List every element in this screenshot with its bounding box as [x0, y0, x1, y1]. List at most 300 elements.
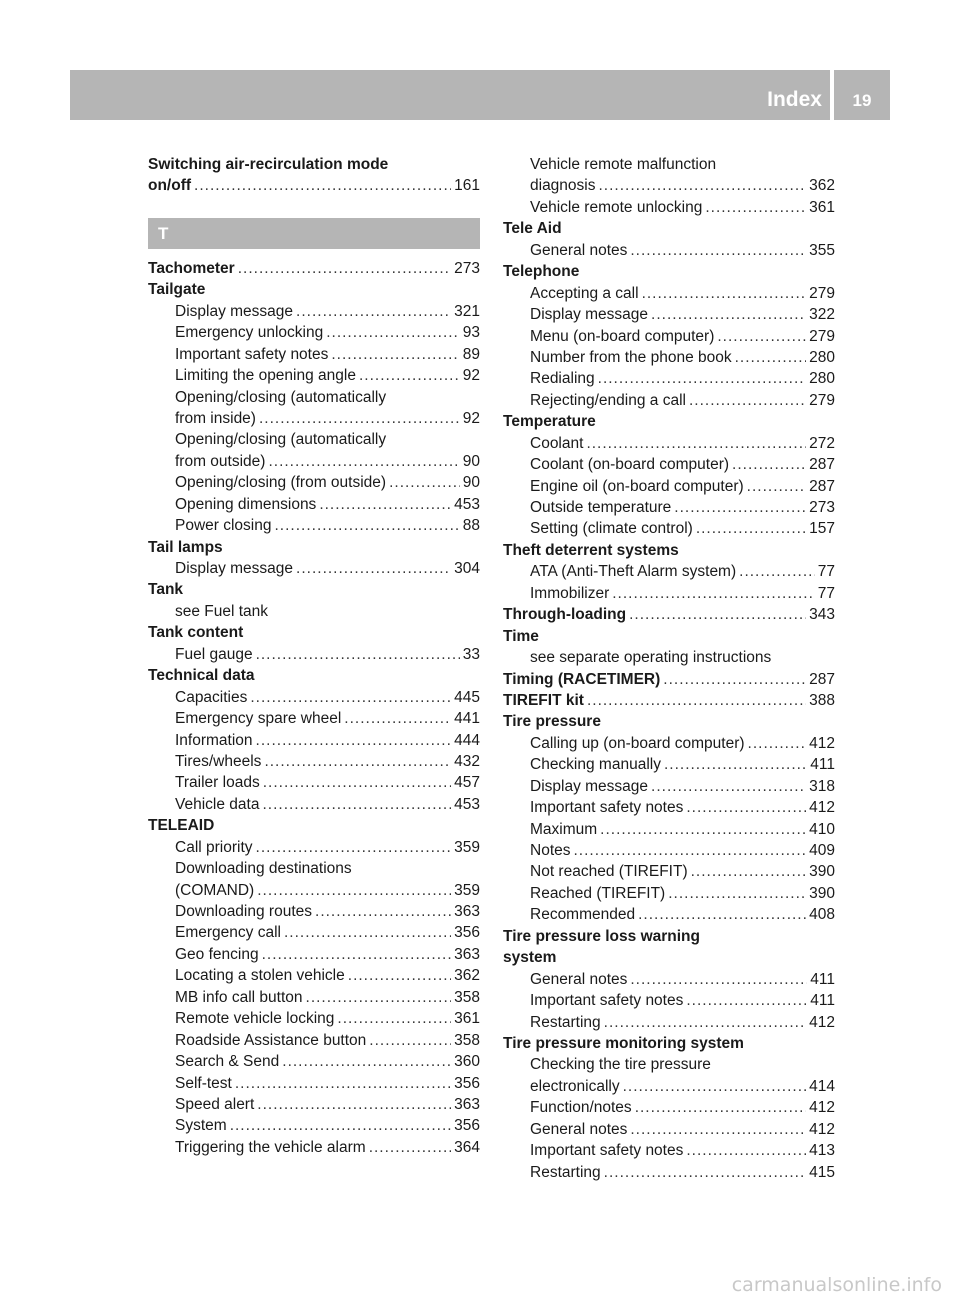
leader-dots	[651, 304, 806, 325]
entry-label: Notes	[530, 842, 571, 859]
index-heading	[503, 947, 835, 968]
index-entry[interactable]	[148, 708, 480, 729]
leader-dots	[348, 965, 451, 986]
entry-label: on/off	[148, 177, 192, 195]
entry-page-number: 363	[454, 1095, 480, 1113]
section-letter-header: T	[148, 218, 480, 249]
entry-page-number: 359	[454, 881, 480, 899]
index-entry[interactable]	[503, 240, 835, 261]
entry-page-number: 90	[462, 452, 480, 470]
index-entry[interactable]	[148, 687, 480, 708]
entry-label: (COMAND)	[175, 881, 255, 899]
leader-dots	[664, 754, 807, 775]
entry-label: Technical data	[148, 667, 255, 685]
index-heading	[148, 154, 480, 175]
entry-page-number: 280	[809, 370, 835, 388]
index-entry[interactable]	[503, 883, 835, 904]
leader-dots	[194, 175, 451, 196]
entry-label: Function/notes	[530, 1099, 632, 1117]
entry-page-number: 318	[809, 777, 835, 795]
entry-page-number: 413	[809, 1142, 835, 1160]
index-heading	[148, 601, 480, 622]
index-heading	[503, 926, 835, 947]
entry-page-number: 411	[810, 992, 835, 1010]
entry-page-number: 356	[454, 924, 480, 942]
index-entry[interactable]	[503, 969, 835, 990]
leader-dots	[747, 476, 806, 497]
leader-dots	[306, 987, 452, 1008]
index-entry[interactable]	[148, 451, 480, 472]
entry-page-number: 412	[809, 1120, 835, 1138]
index-entry[interactable]	[148, 730, 480, 751]
entry-label: General notes	[530, 241, 628, 259]
index-entry[interactable]	[503, 819, 835, 840]
entry-page-number: 280	[809, 348, 835, 366]
entry-label: see Fuel tank	[175, 602, 269, 620]
entry-label: TIREFIT kit	[503, 691, 584, 709]
index-entry[interactable]	[148, 494, 480, 515]
entry-page-number: 361	[454, 1010, 480, 1028]
leader-dots	[739, 561, 815, 582]
entry-label: Fuel gauge	[175, 645, 253, 663]
index-entry[interactable]	[503, 347, 835, 368]
entry-label: Accepting a call	[530, 284, 639, 302]
entry-page-number: 273	[454, 259, 480, 277]
leader-dots	[369, 1137, 451, 1158]
leader-dots	[238, 258, 451, 279]
index-entry[interactable]	[503, 604, 835, 625]
entry-label: Number from the phone book	[530, 348, 732, 366]
index-entry[interactable]	[148, 901, 480, 922]
leader-dots	[717, 326, 806, 347]
entry-label: Downloading destinations	[175, 860, 352, 878]
index-heading	[148, 429, 480, 450]
index-heading	[148, 665, 480, 686]
leader-dots	[256, 644, 460, 665]
entry-label: Remote vehicle locking	[175, 1010, 335, 1028]
leader-dots	[674, 497, 806, 518]
watermark: carmanualsonline.info	[731, 1274, 942, 1296]
entry-page-number: 411	[810, 756, 835, 774]
index-entry[interactable]	[148, 987, 480, 1008]
leader-dots	[604, 1162, 806, 1183]
entry-page-number: 321	[454, 302, 480, 320]
entry-label: diagnosis	[530, 177, 596, 195]
entry-label: Display message	[175, 560, 294, 577]
index-entry[interactable]	[148, 1051, 480, 1072]
index-entry[interactable]	[503, 1162, 835, 1183]
entry-label: Engine oil (on-board computer)	[530, 477, 744, 495]
entry-page-number: 410	[809, 820, 835, 838]
entry-label: Restarting	[530, 1013, 601, 1031]
leader-dots	[600, 819, 806, 840]
index-entry[interactable]	[503, 669, 835, 690]
leader-dots	[315, 901, 451, 922]
entry-page-number: 157	[809, 520, 835, 538]
entry-page-number: 441	[454, 710, 480, 728]
page-number: 19	[852, 91, 872, 110]
index-entry[interactable]	[503, 454, 835, 475]
index-entry[interactable]	[503, 904, 835, 925]
index-entry[interactable]	[148, 965, 480, 986]
entry-page-number: 161	[454, 177, 480, 195]
index-entry[interactable]	[148, 515, 480, 536]
index-entry[interactable]	[148, 1030, 480, 1051]
entry-label: Tank	[148, 581, 184, 599]
leader-dots	[268, 451, 459, 472]
entry-label: Display message	[175, 302, 294, 320]
entry-label: Tire pressure monitoring system	[503, 1034, 744, 1052]
entry-page-number: 356	[454, 1117, 480, 1135]
index-entry[interactable]	[503, 840, 835, 861]
index-entry[interactable]	[503, 1119, 835, 1140]
entry-page-number: 77	[817, 563, 835, 581]
index-entry[interactable]	[503, 1140, 835, 1161]
index-entry[interactable]	[503, 476, 835, 497]
entry-page-number: 287	[809, 670, 835, 688]
leader-dots	[630, 240, 806, 261]
leader-dots	[235, 1073, 451, 1094]
entry-label: Power closing	[175, 517, 272, 535]
index-entry[interactable]	[503, 733, 835, 754]
entry-page-number: 355	[809, 241, 835, 259]
leader-dots	[686, 797, 806, 818]
entry-label: Telephone	[503, 263, 580, 281]
index-entry[interactable]	[503, 776, 835, 797]
entry-label: Emergency call	[175, 924, 281, 942]
index-entry[interactable]	[503, 990, 835, 1011]
index-entry[interactable]	[148, 301, 480, 322]
entry-label: Not reached (TIREFIT)	[530, 863, 688, 881]
index-entry[interactable]	[503, 433, 835, 454]
entry-page-number: 33	[462, 645, 480, 663]
entry-label: Tailgate	[148, 281, 206, 299]
entry-label: Tire pressure	[503, 713, 601, 731]
leader-dots	[230, 1115, 451, 1136]
entry-page-number: 363	[454, 903, 480, 920]
entry-label: system	[503, 949, 557, 967]
leader-dots	[705, 197, 806, 218]
entry-label: Restarting	[530, 1163, 601, 1181]
entry-label: ATA (Anti-Theft Alarm system)	[530, 563, 737, 581]
index-entry[interactable]	[503, 390, 835, 411]
index-heading	[503, 647, 835, 668]
leader-dots	[574, 840, 807, 861]
entry-label: Self-test	[175, 1074, 232, 1092]
index-entry[interactable]	[503, 1076, 835, 1097]
entry-page-number: 388	[809, 691, 835, 709]
entry-label: Tele Aid	[503, 220, 562, 238]
index-entry[interactable]	[148, 1073, 480, 1094]
index-entry[interactable]	[148, 1094, 480, 1115]
index-heading	[503, 1033, 835, 1054]
index-entry[interactable]	[503, 583, 835, 604]
leader-dots	[651, 776, 806, 797]
entry-label: Capacities	[175, 688, 248, 706]
leader-dots	[629, 604, 806, 625]
index-heading	[148, 387, 480, 408]
entry-page-number: 412	[809, 1099, 835, 1117]
index-column-right	[503, 154, 835, 1183]
leader-dots	[257, 1094, 451, 1115]
leader-dots	[275, 515, 460, 536]
index-entry[interactable]	[148, 1137, 480, 1158]
leader-dots	[369, 1030, 451, 1051]
entry-label: Geo fencing	[175, 945, 259, 963]
index-column-left	[148, 154, 480, 1158]
index-entry[interactable]	[503, 561, 835, 582]
index-entry[interactable]	[148, 1115, 480, 1136]
index-entry[interactable]	[148, 837, 480, 858]
entry-label: Immobilizer	[530, 584, 610, 602]
entry-label: Recommended	[530, 906, 636, 924]
entry-page-number: 358	[454, 1031, 480, 1049]
index-entry[interactable]	[503, 304, 835, 325]
entry-label: Downloading routes	[175, 903, 313, 920]
entry-page-number: 364	[454, 1138, 480, 1156]
leader-dots	[630, 1119, 806, 1140]
entry-label: Limiting the opening angle	[175, 367, 356, 385]
entry-label: Display message	[530, 777, 649, 795]
entry-label: Search & Send	[175, 1053, 280, 1071]
entry-page-number: 453	[454, 795, 480, 813]
entry-page-number: 362	[454, 967, 480, 985]
leader-dots	[257, 880, 451, 901]
index-entry[interactable]	[148, 772, 480, 793]
entry-label: Tachometer	[148, 259, 235, 277]
index-entry[interactable]	[503, 283, 835, 304]
index-heading	[503, 711, 835, 732]
entry-page-number: 287	[809, 456, 835, 474]
leader-dots	[630, 969, 807, 990]
index-entry[interactable]	[503, 197, 835, 218]
entry-label: Important safety notes	[530, 799, 684, 817]
entry-label: Display message	[530, 306, 649, 324]
entry-label: Trailer loads	[175, 774, 260, 792]
entry-label: Opening dimensions	[175, 495, 317, 513]
entry-label: Vehicle data	[175, 795, 260, 813]
index-entry[interactable]	[148, 794, 480, 815]
index-entry[interactable]	[503, 1012, 835, 1033]
entry-label: Tires/wheels	[175, 752, 262, 770]
entry-page-number: 412	[809, 734, 835, 752]
leader-dots	[735, 347, 807, 368]
entry-page-number: 273	[809, 499, 835, 516]
leader-dots	[732, 454, 806, 475]
leader-dots	[259, 408, 460, 429]
index-heading	[148, 537, 480, 558]
entry-label: Tire pressure loss warning	[503, 927, 700, 945]
leader-dots	[262, 944, 452, 965]
entry-label: General notes	[530, 970, 628, 988]
entry-page-number: 272	[809, 434, 835, 452]
entry-page-number: 390	[809, 884, 835, 902]
index-entry[interactable]	[148, 408, 480, 429]
entry-label: Coolant	[530, 434, 584, 452]
entry-page-number: 92	[462, 367, 480, 385]
index-entry[interactable]	[148, 880, 480, 901]
entry-label: from inside)	[175, 409, 256, 427]
index-entry[interactable]	[148, 175, 480, 196]
entry-page-number: 88	[462, 517, 480, 535]
leader-dots	[638, 904, 806, 925]
index-list-left	[148, 258, 480, 1158]
index-list-right	[503, 154, 835, 1183]
entry-label: Vehicle remote malfunction	[530, 156, 717, 173]
leader-dots	[642, 283, 807, 304]
entry-label: Tank content	[148, 624, 244, 642]
entry-page-number: 360	[454, 1053, 480, 1071]
index-entry[interactable]	[503, 326, 835, 347]
index-entry[interactable]	[148, 558, 480, 579]
index-entry[interactable]	[503, 1097, 835, 1118]
index-entry[interactable]	[148, 365, 480, 386]
entry-label: MB info call button	[175, 988, 303, 1006]
index-heading	[148, 622, 480, 643]
index-entry[interactable]	[503, 690, 835, 711]
index-entry[interactable]	[503, 518, 835, 539]
entry-label: Coolant (on-board computer)	[530, 456, 730, 474]
entry-label: Maximum	[530, 820, 598, 838]
index-entry[interactable]	[503, 175, 835, 196]
index-heading	[148, 858, 480, 879]
entry-label: General notes	[530, 1120, 628, 1138]
leader-dots	[691, 861, 807, 882]
entry-label: Reached (TIREFIT)	[530, 884, 666, 902]
entry-page-number: 362	[809, 177, 835, 195]
entry-page-number: 414	[809, 1077, 835, 1095]
leader-dots	[604, 1012, 806, 1033]
index-entry[interactable]	[503, 368, 835, 389]
leader-dots	[344, 708, 451, 729]
leader-dots	[748, 733, 807, 754]
entry-page-number: 93	[462, 324, 480, 342]
leader-dots	[623, 1076, 807, 1097]
entry-label: Theft deterrent systems	[503, 541, 679, 559]
index-entry[interactable]	[148, 922, 480, 943]
entry-label: Speed alert	[175, 1095, 255, 1113]
entry-label: Timing (RACETIMER)	[503, 670, 661, 688]
entry-label: Roadside Assistance button	[175, 1031, 367, 1049]
index-entry[interactable]	[148, 322, 480, 343]
entry-page-number: 279	[809, 284, 835, 302]
entry-page-number: 77	[817, 584, 835, 602]
entry-page-number: 412	[809, 799, 835, 817]
entry-page-number: 304	[454, 560, 480, 577]
leader-dots	[282, 1051, 451, 1072]
entry-label: Emergency spare wheel	[175, 710, 342, 728]
entry-label: Checking the tire pressure	[530, 1056, 711, 1074]
entry-page-number: 343	[809, 606, 835, 624]
index-heading	[148, 279, 480, 300]
leader-dots	[319, 494, 451, 515]
index-entry[interactable]	[503, 497, 835, 518]
leader-dots	[263, 772, 451, 793]
entry-label: Vehicle remote unlocking	[530, 198, 703, 216]
index-entry[interactable]	[503, 797, 835, 818]
index-heading	[503, 218, 835, 239]
index-entry[interactable]	[148, 258, 480, 279]
index-heading	[503, 154, 835, 175]
entry-page-number: 363	[454, 945, 480, 963]
index-heading	[148, 579, 480, 600]
leader-dots	[612, 583, 815, 604]
entry-page-number: 359	[454, 838, 480, 856]
entry-label: electronically	[530, 1077, 620, 1095]
leader-dots	[663, 669, 806, 690]
leader-dots	[586, 433, 806, 454]
page-title: Index	[767, 88, 822, 111]
entry-label: Redialing	[530, 370, 595, 388]
index-entry[interactable]	[503, 861, 835, 882]
leader-dots	[696, 518, 806, 539]
leader-dots	[686, 1140, 806, 1161]
entry-page-number: 457	[454, 774, 480, 792]
entry-page-number: 89	[462, 345, 480, 363]
leader-dots	[686, 990, 807, 1011]
index-entry[interactable]	[148, 944, 480, 965]
entry-page-number: 322	[809, 306, 835, 324]
entry-label: Setting (climate control)	[530, 520, 693, 538]
index-entry[interactable]	[503, 754, 835, 775]
leader-dots	[284, 922, 451, 943]
entry-label: Important safety notes	[530, 1142, 684, 1160]
index-entry[interactable]	[148, 644, 480, 665]
entry-label: Through-loading	[503, 606, 627, 624]
leader-dots	[389, 472, 460, 493]
leader-dots	[296, 558, 451, 579]
entry-label: Important safety notes	[175, 345, 329, 363]
entry-page-number: 287	[809, 477, 835, 495]
leader-dots	[256, 730, 452, 751]
index-heading	[148, 815, 480, 836]
index-entry[interactable]	[148, 472, 480, 493]
leader-dots	[668, 883, 806, 904]
entry-label: Checking manually	[530, 756, 661, 774]
leader-dots	[264, 751, 451, 772]
leader-dots	[262, 794, 451, 815]
entry-label: Locating a stolen vehicle	[175, 967, 345, 985]
entry-page-number: 453	[454, 495, 480, 513]
entry-label: Call priority	[175, 838, 253, 856]
index-entry[interactable]	[148, 1008, 480, 1029]
entry-label: Opening/closing (automatically	[175, 431, 387, 449]
entry-page-number: 408	[809, 906, 835, 924]
leader-dots	[250, 687, 451, 708]
leader-dots	[256, 837, 452, 858]
entry-label: System	[175, 1117, 227, 1135]
leader-dots	[635, 1097, 806, 1118]
entry-label: Emergency unlocking	[175, 324, 324, 342]
entry-label: Triggering the vehicle alarm	[175, 1138, 366, 1156]
index-entry[interactable]	[148, 344, 480, 365]
entry-page-number: 90	[462, 474, 480, 492]
entry-label: see separate operating instructions	[530, 649, 772, 667]
entry-label: Opening/closing (automatically	[175, 388, 387, 406]
leader-dots	[598, 368, 806, 389]
entry-page-number: 92	[462, 409, 480, 427]
entry-page-number: 390	[809, 863, 835, 881]
entry-page-number: 444	[454, 731, 480, 749]
entry-label: Menu (on-board computer)	[530, 327, 715, 345]
index-heading	[503, 411, 835, 432]
leader-dots	[599, 175, 807, 196]
entry-label: Switching air-recirculation mode	[148, 156, 389, 173]
index-heading	[503, 540, 835, 561]
index-entry[interactable]	[148, 751, 480, 772]
entry-label: Tail lamps	[148, 538, 223, 556]
index-heading	[503, 261, 835, 282]
